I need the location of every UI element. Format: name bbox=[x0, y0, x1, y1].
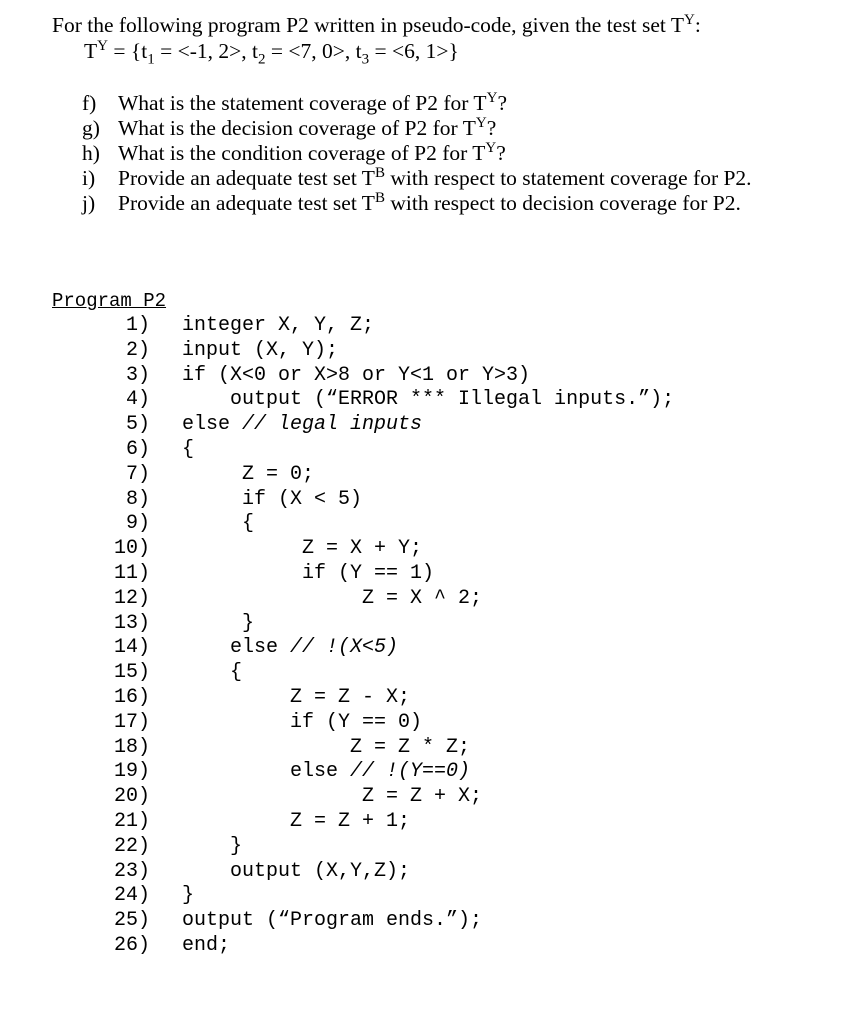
question-end: ? bbox=[496, 141, 506, 165]
code-line bbox=[110, 512, 674, 537]
question-label: h) bbox=[82, 141, 100, 165]
question-text bbox=[118, 116, 496, 141]
line-number: 26) bbox=[113, 933, 150, 957]
line-number: 11) bbox=[113, 561, 150, 585]
code-line bbox=[110, 835, 674, 860]
question-sup: Y bbox=[475, 114, 487, 131]
code-text: else bbox=[182, 413, 243, 437]
testset-part-2: = <-1, 2>, t bbox=[154, 39, 258, 63]
testset-sub-3: 3 bbox=[361, 51, 370, 68]
code-text: else bbox=[182, 760, 351, 784]
code-line bbox=[110, 860, 674, 885]
question-body: What is the condition coverage of P2 for T bbox=[118, 141, 486, 165]
code-text: if (Y == 0) bbox=[182, 710, 423, 734]
code-line bbox=[110, 711, 674, 736]
testset-part-4: = <6, 1>} bbox=[369, 39, 459, 63]
line-number: 21) bbox=[113, 809, 150, 833]
line-number: 8) bbox=[125, 487, 150, 511]
code-line bbox=[110, 810, 674, 835]
question-list bbox=[82, 91, 752, 216]
code-line bbox=[110, 612, 674, 637]
code-text: else bbox=[182, 636, 291, 660]
code-line bbox=[110, 339, 674, 364]
code-line bbox=[110, 314, 674, 339]
question-item bbox=[82, 166, 752, 191]
question-sup: B bbox=[374, 164, 385, 181]
line-number: 20) bbox=[113, 785, 150, 809]
question-sup: Y bbox=[485, 139, 497, 156]
line-number: 7) bbox=[125, 462, 150, 486]
code-line bbox=[110, 934, 674, 959]
code-line bbox=[110, 636, 674, 661]
code-text: if (X < 5) bbox=[182, 487, 363, 511]
testset-prefix: T bbox=[84, 39, 98, 63]
problem-intro bbox=[52, 13, 701, 38]
question-item bbox=[82, 141, 752, 166]
question-item bbox=[82, 191, 752, 216]
program-code bbox=[110, 314, 674, 959]
code-text: if (X<0 or X>8 or Y<1 or Y>3) bbox=[182, 363, 531, 387]
code-text: input (X, Y); bbox=[182, 338, 339, 362]
question-item bbox=[82, 91, 752, 116]
code-line bbox=[110, 587, 674, 612]
code-text: if (Y == 1) bbox=[182, 561, 435, 585]
testset-part-1: = {t bbox=[108, 39, 148, 63]
code-comment: // !(Y==0) bbox=[350, 760, 471, 784]
intro-suffix: : bbox=[694, 13, 701, 37]
test-set-definition bbox=[84, 37, 459, 68]
code-text: { bbox=[182, 437, 195, 461]
intro-text: For the following program P2 written in pseudo-code, given the test set T bbox=[52, 13, 684, 37]
line-number: 16) bbox=[113, 685, 150, 709]
question-text bbox=[118, 141, 506, 166]
line-number: 4) bbox=[125, 388, 150, 412]
question-sup: Y bbox=[486, 89, 498, 106]
intro-sup: Y bbox=[683, 11, 695, 28]
code-text: output (X,Y,Z); bbox=[182, 859, 411, 883]
code-text: output (“Program ends.”); bbox=[182, 909, 483, 933]
line-number: 2) bbox=[125, 338, 150, 362]
code-comment: // legal inputs bbox=[242, 413, 423, 437]
program-title: Program P2 bbox=[52, 290, 167, 312]
code-text: output (“ERROR *** Illegal inputs.”); bbox=[182, 388, 675, 412]
line-number: 25) bbox=[113, 909, 150, 933]
code-text: { bbox=[182, 512, 255, 536]
code-text: } bbox=[182, 884, 195, 908]
question-body: Provide an adequate test set T bbox=[118, 166, 375, 190]
code-line bbox=[110, 413, 674, 438]
code-text: Z = 0; bbox=[182, 462, 315, 486]
testset-sub-2: 2 bbox=[257, 51, 266, 68]
code-text: } bbox=[182, 834, 243, 858]
line-number: 22) bbox=[113, 834, 150, 858]
question-sup: B bbox=[374, 189, 385, 206]
code-line bbox=[110, 661, 674, 686]
question-label: f) bbox=[82, 91, 97, 115]
code-line bbox=[110, 537, 674, 562]
line-number: 6) bbox=[125, 437, 150, 461]
line-number: 1) bbox=[125, 314, 150, 337]
code-text: Z = X + Y; bbox=[182, 537, 423, 561]
code-text: Z = Z * Z; bbox=[182, 735, 471, 759]
line-number: 18) bbox=[113, 735, 150, 759]
code-text: Z = Z + 1; bbox=[182, 809, 411, 833]
line-number: 15) bbox=[113, 661, 150, 685]
code-text: Z = Z - X; bbox=[182, 685, 411, 709]
code-line bbox=[110, 463, 674, 488]
code-text: Z = X ^ 2; bbox=[182, 586, 483, 610]
code-text: Z = Z + X; bbox=[182, 785, 483, 809]
code-line bbox=[110, 686, 674, 711]
line-number: 24) bbox=[113, 884, 150, 908]
question-end: with respect to decision coverage for P2. bbox=[384, 191, 741, 215]
line-number: 12) bbox=[113, 586, 150, 610]
testset-sub-1: 1 bbox=[147, 51, 155, 68]
question-label: i) bbox=[82, 166, 96, 190]
question-body: Provide an adequate test set T bbox=[118, 191, 375, 215]
code-line bbox=[110, 785, 674, 810]
testset-sup: Y bbox=[97, 37, 109, 54]
testset-part-3: = <7, 0>, t bbox=[265, 39, 362, 63]
code-text: } bbox=[182, 611, 255, 635]
code-text: integer X, Y, Z; bbox=[182, 314, 375, 337]
code-line bbox=[110, 364, 674, 389]
code-line bbox=[110, 736, 674, 761]
line-number: 3) bbox=[125, 363, 150, 387]
code-line bbox=[110, 388, 674, 413]
question-end: with respect to statement coverage for P2. bbox=[384, 166, 752, 190]
question-body: What is the decision coverage of P2 for T bbox=[118, 116, 476, 140]
line-number: 23) bbox=[113, 859, 150, 883]
question-text bbox=[118, 91, 507, 116]
code-line bbox=[110, 760, 674, 785]
line-number: 17) bbox=[113, 710, 150, 734]
code-comment: // !(X<5) bbox=[290, 636, 399, 660]
line-number: 9) bbox=[125, 512, 150, 536]
question-text bbox=[118, 166, 752, 191]
code-line bbox=[110, 884, 674, 909]
question-text bbox=[118, 191, 741, 216]
question-end: ? bbox=[486, 116, 497, 140]
line-number: 19) bbox=[113, 760, 150, 784]
line-number: 14) bbox=[113, 636, 150, 660]
line-number: 5) bbox=[125, 413, 150, 437]
question-end: ? bbox=[497, 91, 507, 115]
code-line bbox=[110, 438, 674, 463]
code-text: { bbox=[182, 661, 243, 685]
code-line bbox=[110, 562, 674, 587]
line-number: 13) bbox=[113, 611, 150, 635]
question-body: What is the statement coverage of P2 for T bbox=[118, 91, 487, 115]
line-number: 10) bbox=[113, 537, 150, 561]
code-line bbox=[110, 488, 674, 513]
code-text: end; bbox=[182, 933, 231, 957]
question-label: g) bbox=[82, 116, 100, 140]
code-line bbox=[110, 909, 674, 934]
question-item bbox=[82, 116, 752, 141]
question-label: j) bbox=[82, 191, 96, 215]
